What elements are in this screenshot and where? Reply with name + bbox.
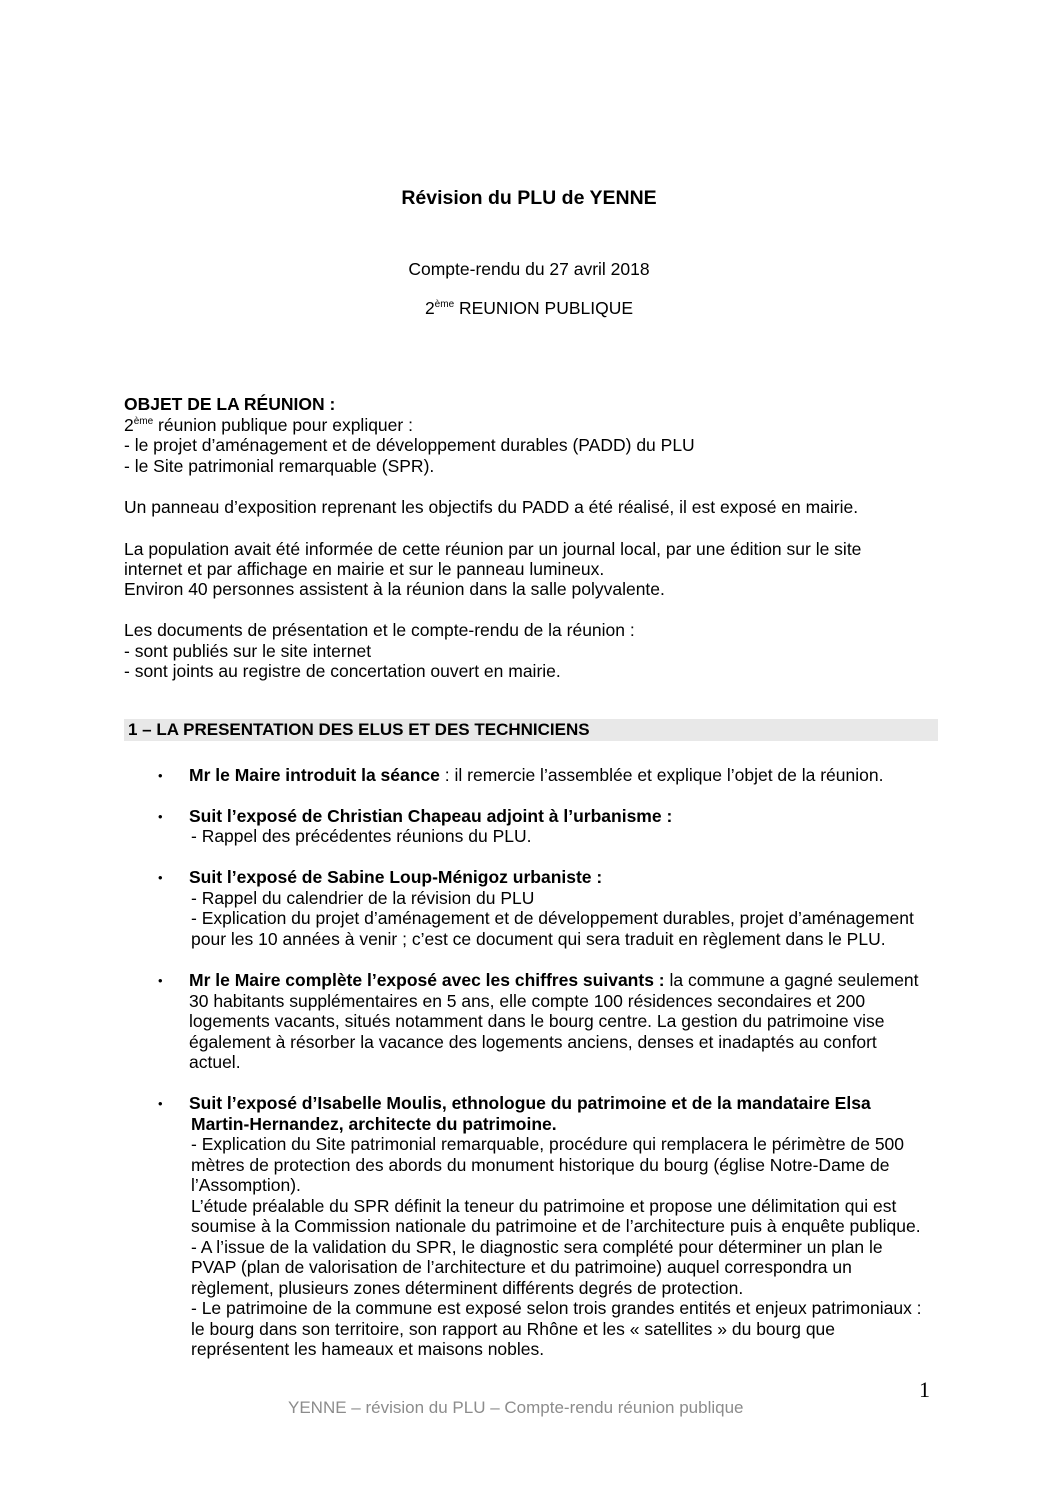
objet-intro — [124, 415, 413, 436]
objet-intro-num: 2 — [124, 415, 134, 435]
bullet-line: représentent les hameaux et maisons nobles. — [191, 1339, 545, 1359]
bullet-icon: • — [158, 768, 163, 783]
objet-intro-text: réunion publique pour expliquer : — [153, 415, 413, 435]
bullet-line: l’Assomption). — [191, 1175, 301, 1195]
document-subtitle: Compte-rendu du 27 avril 2018 — [408, 259, 650, 279]
bullet-bold: Suit l’exposé de Sabine Loup-Ménigoz urbaniste : — [189, 867, 603, 887]
bullet-line: logements vacants, situés notamment dans le bourg centre. La gestion du patrimoine vise — [189, 1011, 885, 1031]
bullet-text: la commune a gagné seulement — [664, 970, 919, 990]
bullet-line: pour les 10 années à venir ; c’est ce document qui sera traduit en règlement dans le PLU. — [191, 929, 886, 949]
bullet-line: 30 habitants supplémentaires en 5 ans, elle compte 100 résidences secondaires et 200 — [189, 991, 866, 1011]
objet-intro-sup: ème — [133, 416, 154, 427]
bullet-line: L’étude préalable du SPR définit la teneur du patrimoine et propose une délimitation qui est — [191, 1196, 897, 1216]
meeting-label — [0, 298, 1058, 319]
page-footer: YENNE – révision du PLU – Compte-rendu réunion publique — [288, 1398, 744, 1417]
objet-heading: OBJET DE LA RÉUNION : — [124, 394, 336, 414]
page-number: 1 — [919, 1377, 930, 1402]
bullet-line: mètres de protection des abords du monument historique du bourg (église Notre-Dame de — [191, 1155, 890, 1175]
population-line: internet et par affichage en mairie et sur le panneau lumineux. — [124, 559, 605, 579]
bullet-bold: Suit l’exposé d’Isabelle Moulis, ethnologue du patrimoine et de la mandataire Elsa — [189, 1093, 871, 1113]
meeting-sup: ème — [434, 299, 455, 310]
bullet-line: - Rappel des précédentes réunions du PLU. — [191, 826, 532, 846]
bullet-bold: Mr le Maire introduit la séance — [189, 765, 440, 785]
documents-line: - sont publiés sur le site internet — [124, 641, 372, 661]
meeting-number: 2 — [424, 298, 435, 318]
bullet-icon: • — [158, 1096, 163, 1111]
bullet-bold: Mr le Maire complète l’exposé avec les chiffres suivants : — [189, 970, 665, 990]
bullet-text: : il remercie l’assemblée et explique l’objet de la réunion. — [439, 765, 884, 785]
bullet-icon: • — [158, 973, 163, 988]
objet-item: - le projet d’aménagement et de développement durables (PADD) du PLU — [124, 435, 695, 455]
panneau-paragraph: Un panneau d’exposition reprenant les objectifs du PADD a été réalisé, il est exposé en mairie. — [124, 497, 859, 517]
documents-line: - sont joints au registre de concertation ouvert en mairie. — [124, 661, 561, 681]
meeting-text: REUNION PUBLIQUE — [454, 298, 634, 318]
bullet-line: - Explication du projet d’aménagement et de développement durables, projet d’aménagement — [191, 908, 914, 928]
bullet-item — [189, 970, 919, 991]
bullet-line: PVAP (plan de valorisation de l’architecture et du patrimoine) auquel correspondra un — [191, 1257, 852, 1277]
bullet-line: - Rappel du calendrier de la révision du PLU — [191, 888, 535, 908]
document-title: Révision du PLU de YENNE — [401, 187, 657, 209]
section-heading: 1 – LA PRESENTATION DES ELUS ET DES TECHNICIENS — [124, 719, 938, 741]
bullet-line: - A l’issue de la validation du SPR, le diagnostic sera complété pour déterminer un plan le — [191, 1237, 883, 1257]
objet-item: - le Site patrimonial remarquable (SPR). — [124, 456, 435, 476]
bullet-line: - Explication du Site patrimonial remarquable, procédure qui remplacera le périmètre de 500 — [191, 1134, 905, 1154]
bullet-bold: Suit l’exposé de Christian Chapeau adjoint à l’urbanisme : — [189, 806, 673, 826]
bullet-line: également à résorber la vacance des logements anciens, denses et inadaptés au confort — [189, 1032, 877, 1052]
bullet-icon: • — [158, 809, 163, 824]
bullet-line: - Le patrimoine de la commune est exposé selon trois grandes entités et enjeux patrimoniaux : — [191, 1298, 922, 1318]
bullet-icon: • — [158, 870, 163, 885]
bullet-line: actuel. — [189, 1052, 241, 1072]
population-line: Environ 40 personnes assistent à la réunion dans la salle polyvalente. — [124, 579, 665, 599]
bullet-line: règlement, plusieurs zones déterminent différents degrés de protection. — [191, 1278, 744, 1298]
bullet-line: le bourg dans son territoire, son rapport au Rhône et les « satellites » du bourg que — [191, 1319, 836, 1339]
bullet-bold: Martin-Hernandez, architecte du patrimoine. — [191, 1114, 557, 1134]
population-line: La population avait été informée de cette réunion par un journal local, par une édition sur le site — [124, 539, 862, 559]
bullet-item — [189, 765, 883, 786]
documents-line: Les documents de présentation et le compte-rendu de la réunion : — [124, 620, 635, 640]
bullet-line: soumise à la Commission nationale du patrimoine et de l’architecture puis à enquête publique. — [191, 1216, 921, 1236]
